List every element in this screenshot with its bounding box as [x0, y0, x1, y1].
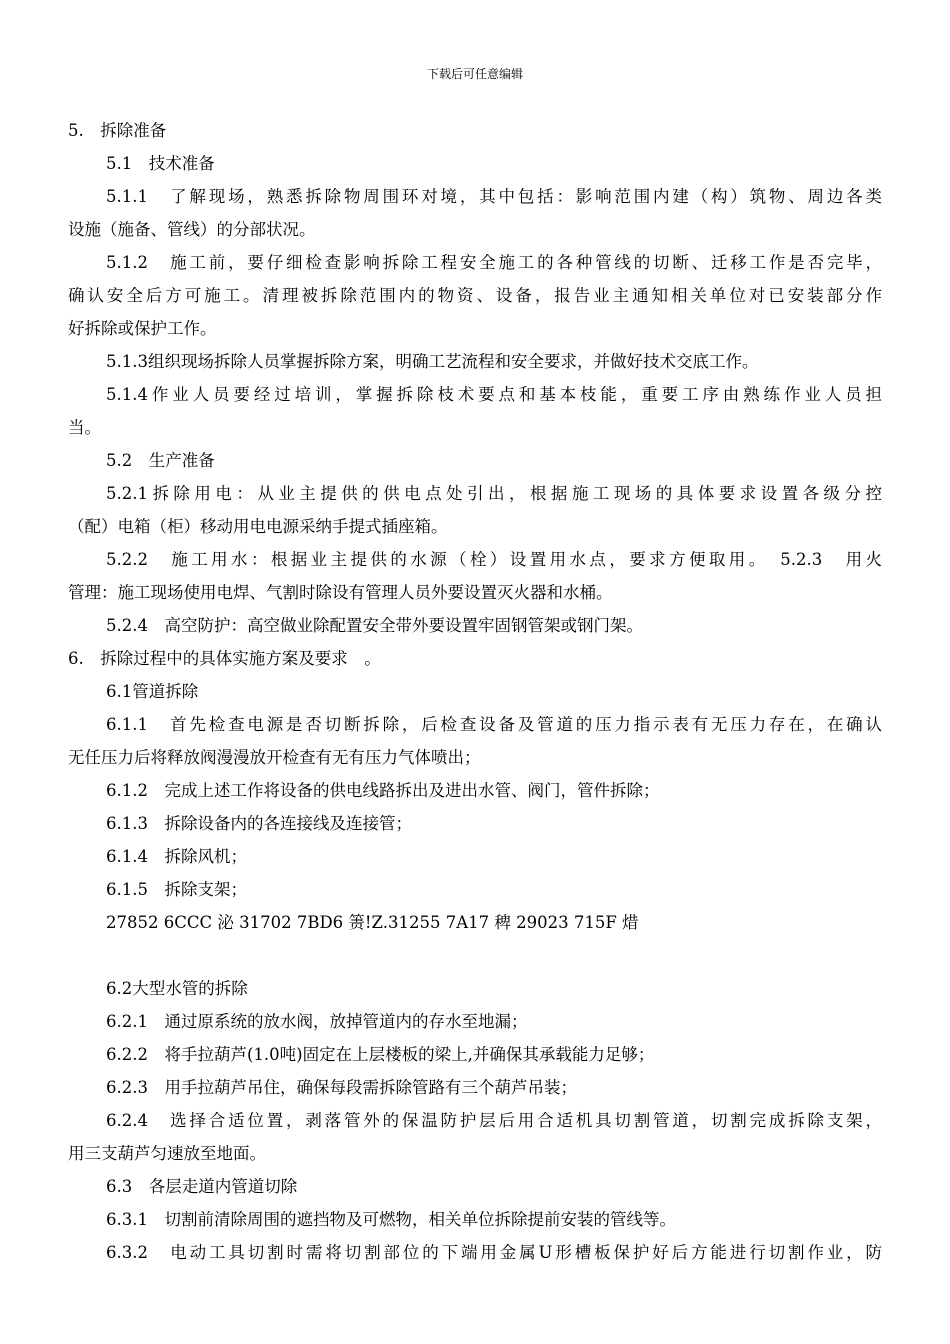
paragraph-line: 6.1.5 拆除支架；	[106, 880, 247, 899]
blank-line	[68, 939, 882, 972]
paragraph-line: 5.2.4 高空防护：高空做业除配置安全带外要设置牢固钢管架或钢门架。	[106, 616, 643, 635]
paragraph-line: 5.1.3组织现场拆除人员掌握拆除方案，明确工艺流程和安全要求，并做好技术交底工作。	[106, 352, 759, 371]
paragraph-line: 6.3.2 电动工具切割时需将切割部位的下端用金属U形槽板保护好后方能进行切割作业，防	[106, 1243, 882, 1262]
paragraph-line: 6.2.2 将手拉葫芦(1.0吨)固定在上层楼板的梁上,并确保其承载能力足够；	[106, 1045, 655, 1064]
section-heading-6: 6. 拆除过程中的具体实施方案及要求 。	[68, 649, 381, 668]
paragraph-line: 管理：施工现场使用电焊、气割时除设有管理人员外要设置灭火器和水桶。	[68, 583, 613, 602]
paragraph-line: 6.2.3 用手拉葫芦吊住，确保每段需拆除管路有三个葫芦吊装；	[106, 1078, 577, 1097]
paragraph-line: 5.2.2 施工用水：根据业主提供的水源（栓）设置用水点，要求方便取用。 5.2.3 用火	[106, 550, 882, 569]
paragraph-line: 5.1.1 了解现场，熟悉拆除物周围环对境，其中包括：影响范围内建（构）筑物、周边各类	[106, 187, 882, 206]
paragraph-line: 无任压力后将释放阀漫漫放开检查有无有压力气体喷出；	[68, 748, 481, 767]
paragraph-line: 5.1.4作业人员要经过培训，掌握拆除枝术要点和基本枝能，重要工序由熟练作业人员担	[106, 385, 882, 404]
garbled-code-line: 27852 6CCC 泌 31702 7BD6 箦!Z.31255 7A17 稗 29023 715F 焟	[106, 913, 639, 932]
document-body	[68, 114, 882, 1269]
paragraph-line: 好拆除或保护工作。	[68, 319, 217, 338]
paragraph-line: 5.1.2 施工前，要仔细检查影响拆除工程安全施工的各种管线的切断、迁移工作是否完毕，	[106, 253, 882, 272]
paragraph-line: 确认安全后方可施工。清理被拆除范围内的物资、设备，报告业主通知相关单位对已安装部分作	[68, 286, 882, 305]
paragraph-line: 6.1.2 完成上述工作将设备的供电线路拆出及进出水管、阀门，管件拆除；	[106, 781, 660, 800]
paragraph-line: 6.1.4 拆除风机；	[106, 847, 247, 866]
paragraph-line: 6.3.1 切割前清除周围的遮挡物及可燃物，相关单位拆除提前安装的管线等。	[106, 1210, 676, 1229]
page-header: 下载后可任意编辑	[426, 67, 523, 81]
subsection-heading-5-2: 5.2 生产准备	[106, 451, 215, 470]
subsection-heading-5-1: 5.1 技术准备	[106, 154, 215, 173]
section-heading-5: 5. 拆除准备	[68, 121, 167, 140]
paragraph-line: 6.2.1 通过原系统的放水阀，放掉管道内的存水至地漏；	[106, 1012, 528, 1031]
paragraph-line: 5.2.1拆除用电：从业主提供的供电点处引出，根据施工现场的具体要求设置各级分控	[106, 484, 882, 503]
paragraph-line: 用三支葫芦匀速放至地面。	[68, 1144, 266, 1163]
paragraph-line: （配）电箱（柜）移动用电电源采纳手提式插座箱。	[68, 517, 448, 536]
paragraph-line: 当。	[68, 418, 101, 437]
subsection-heading-6-2: 6.2大型水管的拆除	[106, 979, 248, 998]
subsection-heading-6-3: 6.3 各层走道内管道切除	[106, 1177, 298, 1196]
paragraph-line: 6.2.4 选择合适位置，剥落管外的保温防护层后用合适机具切割管道，切割完成拆除支架，	[106, 1111, 882, 1130]
paragraph-line: 设施（施备、管线）的分部状况。	[68, 220, 316, 239]
paragraph-line: 6.1.1 首先检查电源是否切断拆除，后检查设备及管道的压力指示表有无压力存在，在确认	[106, 715, 882, 734]
paragraph-line: 6.1.3 拆除设备内的各连接线及连接管；	[106, 814, 412, 833]
subsection-heading-6-1: 6.1管道拆除	[106, 682, 199, 701]
